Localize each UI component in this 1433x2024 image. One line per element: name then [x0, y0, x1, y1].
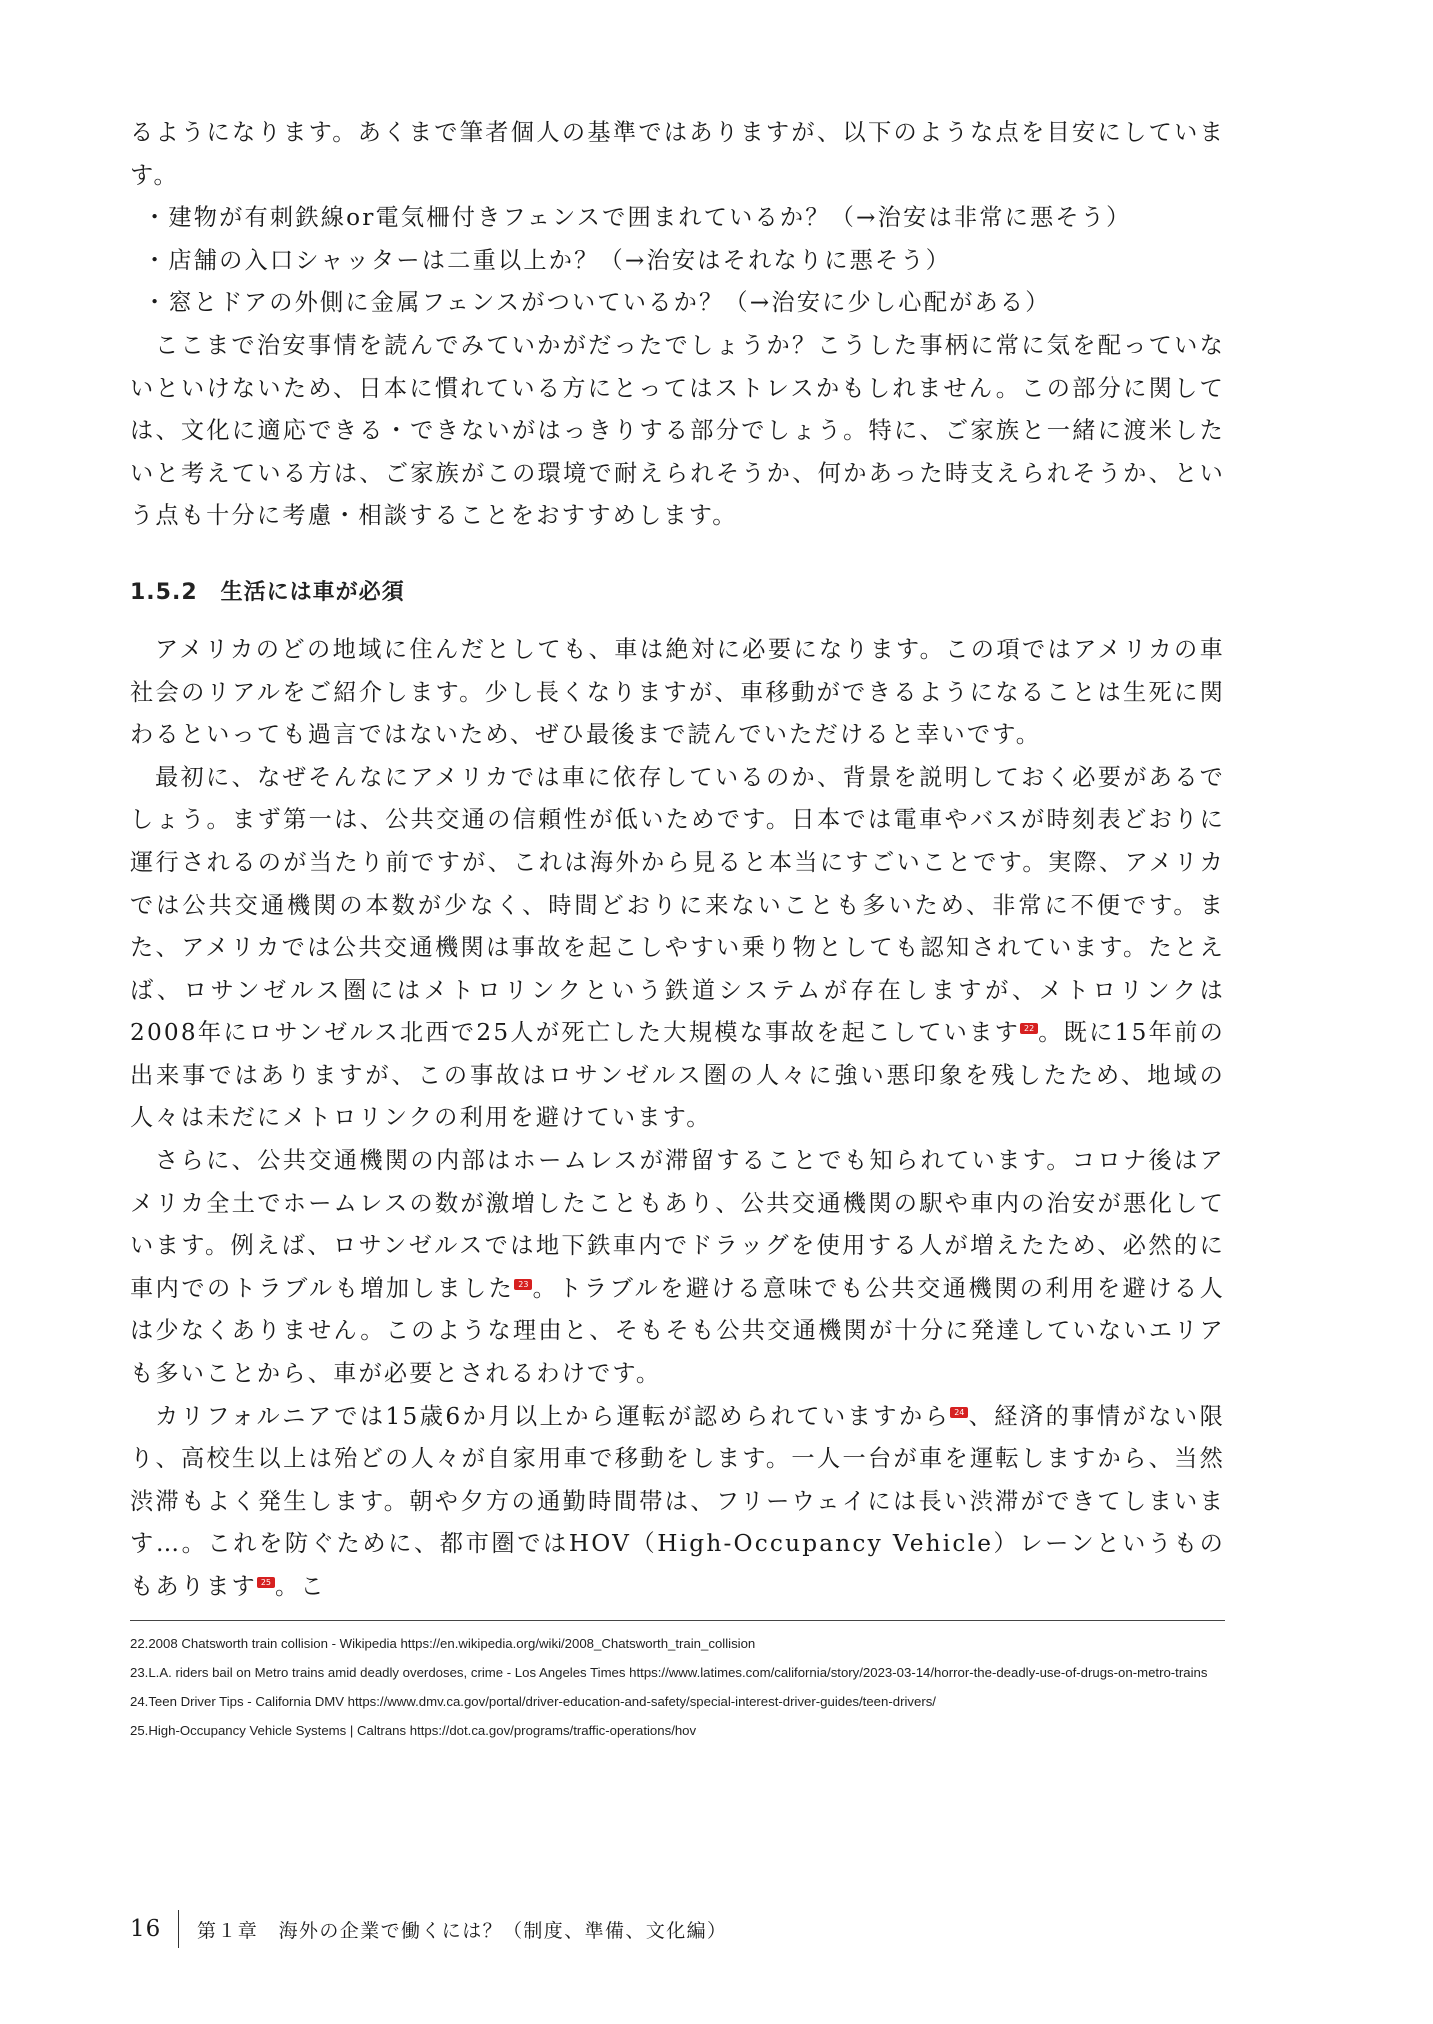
- main-text-column: [130, 112, 1225, 1609]
- chapter-title: 第１章 海外の企業で働くには？（制度、準備、文化編）: [197, 1919, 728, 1942]
- body-paragraph-2: [130, 757, 1225, 1140]
- checklist-item: ・窓とドアの外側に金属フェンスがついているか？（→治安に少し心配がある）: [143, 289, 1051, 317]
- footnote-23: 23.L.A. riders bail on Metro trains amid deadly overdoses, crime - Los Angeles Times https://www.latimes.com/california/story/2023-03-14/horror-the-deadly-use-of-drugs-on-metro-trains: [130, 1665, 1208, 1680]
- paragraph-text: カリフォルニアでは15歳6か月以上から運転が認められていますから: [155, 1402, 951, 1430]
- footnote-marker-25[interactable]: 25: [257, 1577, 275, 1588]
- footer-divider: [178, 1910, 179, 1948]
- footnote-22: 22.2008 Chatsworth train collision - Wikipedia https://en.wikipedia.org/wiki/2008_Chatsworth_train_collision: [130, 1636, 756, 1651]
- intro-paragraph-continued: るようになります。あくまで筆者個人の基準ではありますが、以下のような点を目安にしています。: [130, 119, 1225, 189]
- section-title: 生活には車が必須: [220, 579, 405, 605]
- paragraph-text: 。こ: [274, 1573, 326, 1600]
- intro-paragraph-conclusion: ここまで治安事情を読んでみていかがだったでしょうか？こうした事柄に常に気を配っていないといけないため、日本に慣れている方にとってはストレスかもしれません。この部分に関しては、文化に適応できる・できないがはっきりする部分でしょう。特に、ご家族と一緒に渡米したいと考えている方は、ご家族がこの環境で耐えられそうか、何かあった時支えられそうか、という点も十分に考慮・相談することをおすすめします。: [130, 331, 1225, 530]
- checklist-item: ・建物が有刺鉄線or電気柵付きフェンスで囲まれているか？（→治安は非常に悪そう）: [143, 204, 1132, 232]
- footnote-marker-24[interactable]: 24: [950, 1407, 968, 1418]
- paragraph-text: 。既に15年前の出来事ではありますが、この事故はロサンゼルス圏の人々に強い悪印象を残したため、地域の人々は未だにメトロリンクの利用を避けています。: [130, 1019, 1226, 1132]
- footnote-marker-22[interactable]: 22: [1020, 1023, 1038, 1034]
- paragraph-text: さらに、公共交通機関の内部はホームレスが滞留することでも知られています。コロナ後はアメリカ全土でホームレスの数が激増したこともあり、公共交通機関の駅や車内の治安が悪化しています。例えば、ロサンゼルスでは地下鉄車内でドラッグを使用する人が増えたため、必然的に車内でのトラブルも増加しました: [130, 1147, 1225, 1302]
- footnotes: [130, 1632, 1225, 1748]
- page-number: 16: [130, 1916, 162, 1942]
- section-heading: [130, 578, 1225, 608]
- footnote-25: 25.High-Occupancy Vehicle Systems | Caltrans https://dot.ca.gov/programs/traffic-operations/hov: [130, 1723, 697, 1738]
- body-paragraph-3: [130, 1140, 1225, 1396]
- body-paragraph-1: アメリカのどの地域に住んだとしても、車は絶対に必要になります。この項ではアメリカの車社会のリアルをご紹介します。少し長くなりますが、車移動ができるようになることは生死に関わるといっても過言ではないため、ぜひ最後まで読んでいただけると幸いです。: [130, 635, 1225, 749]
- paragraph-text: 、経済的事情がない限り、高校生以上は殆どの人々が自家用車で移動をします。一人一台が車を運転しますから、当然渋滞もよく発生します。朝や夕方の通勤時間帯は、フリーウェイには長い渋滞ができてしまいます…。これを防ぐために、都市圏ではHOV（High-Occupancy Vehicle）レーンというものもあります: [130, 1402, 1225, 1600]
- paragraph-text: 。トラブルを避ける意味でも公共交通機関の利用を避ける人は少なくありません。このような理由と、そもそも公共交通機関が十分に発達していないエリアも多いことから、車が必要とされるわけです。: [130, 1274, 1225, 1388]
- body-paragraph-4: [130, 1396, 1225, 1609]
- footnote-24: 24.Teen Driver Tips - California DMV https://www.dmv.ca.gov/portal/driver-education-and-safety/special-interest-driver-guides/teen-drivers/: [130, 1694, 936, 1709]
- page-footer: [130, 1909, 727, 1949]
- safety-checklist: [130, 197, 1225, 325]
- checklist-item: ・店舗の入口シャッターは二重以上か？（→治安はそれなりに悪そう）: [143, 246, 952, 274]
- footnote-divider: [130, 1620, 1225, 1621]
- section-number: 1.5.2: [130, 579, 198, 605]
- footnote-marker-23[interactable]: 23: [514, 1279, 532, 1290]
- paragraph-text: 最初に、なぜそんなにアメリカでは車に依存しているのか、背景を説明しておく必要があるでしょう。まず第一は、公共交通の信頼性が低いためです。日本では電車やバスが時刻表どおりに運行されるのが当たり前ですが、これは海外から見ると本当にすごいことです。実際、アメリカでは公共交通機関の本数が少なく、時間どおりに来ないことも多いため、非常に不便です。また、アメリカでは公共交通機関は事故を起こしやすい乗り物としても認知されています。たとえば、ロサンゼルス圏にはメトロリンクという鉄道システムが存在しますが、メトロリンクは2008年にロサンゼルス北西で25人が死亡した大規模な事故を起こしています: [130, 763, 1225, 1047]
